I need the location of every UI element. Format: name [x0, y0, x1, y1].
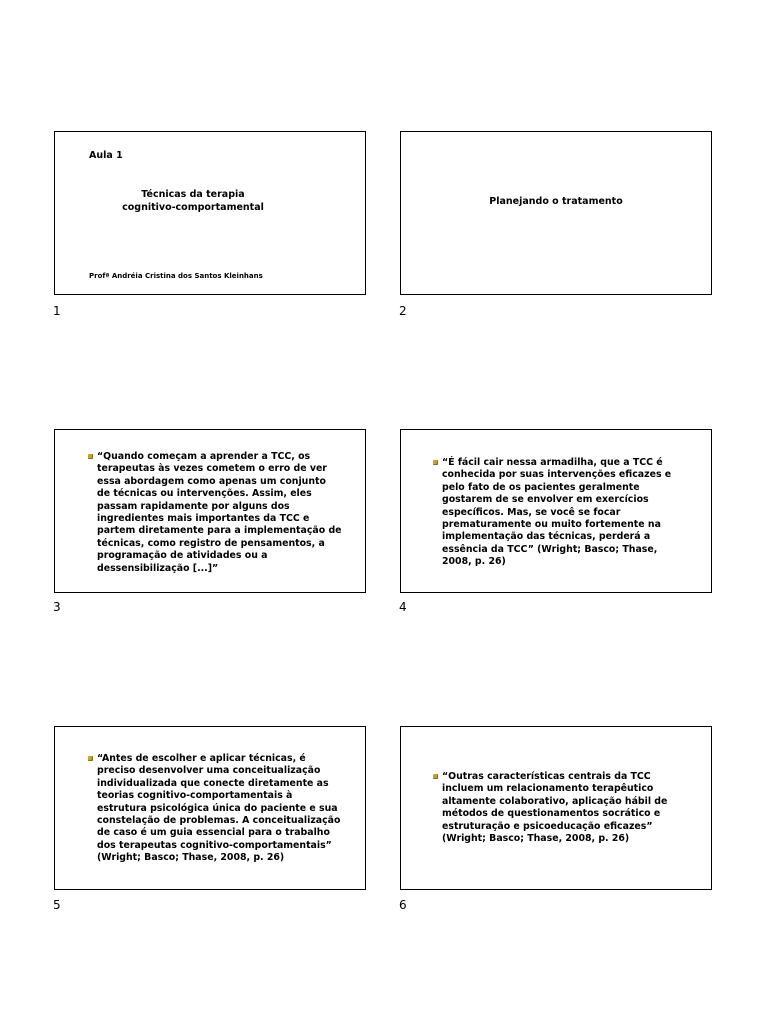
slide-1-label: Aula 1 [89, 150, 123, 161]
slide-3-line: partem diretamente para a implementação de [97, 525, 342, 537]
slide-4-number: 4 [399, 600, 407, 614]
slide-4-line: gostarem de se envolver em exercícios [442, 494, 649, 506]
slide-5-line: de caso é um guia essencial para o trabalho [97, 827, 330, 839]
slide-2 [400, 131, 712, 295]
slide-5-number: 5 [53, 898, 61, 912]
slide-6-number: 6 [399, 898, 407, 912]
slide-3-line: essa abordagem como apenas um conjunto [97, 475, 326, 487]
slide-1 [54, 131, 366, 295]
slide-3-line: técnicas, como registro de pensamentos, a [97, 537, 325, 549]
slide-4-line: “É fácil cair nessa armadilha, que a TCC é [442, 457, 663, 468]
slide-3-line: terapeutas às vezes cometem o erro de ver [97, 463, 327, 475]
slide-6-line: “Outras características centrais da TCC [442, 771, 651, 782]
slide-3-line: de técnicas ou intervenções. Assim, eles [97, 488, 312, 500]
slide-5-line: (Wright; Basco; Thase, 2008, p. 26) [97, 852, 285, 864]
slide-3-line: dessensibilização [...]” [97, 562, 219, 574]
slide-5-line: estrutura psicológica única do paciente e sua [97, 802, 338, 814]
slide-3-line: passam rapidamente por alguns dos [97, 500, 290, 512]
slide-5-line: preciso desenvolver uma conceitualização [97, 765, 321, 777]
slide-2-title: Planejando o tratamento [489, 196, 623, 207]
slide-1-author: Profª Andréia Cristina dos Santos Kleinhans [89, 272, 263, 280]
slide-5 [54, 726, 366, 890]
slide-4-line: conhecida por suas intervenções eficazes e [442, 469, 672, 481]
slide-5-line: “Antes de escolher e aplicar técnicas, é [97, 753, 306, 764]
slide-5-line: constelação de problemas. A conceitualização [97, 815, 341, 827]
bullet-icon [88, 756, 93, 761]
slide-3-quote [97, 451, 359, 575]
slide-4-line: específicos. Mas, se você se focar [442, 506, 621, 518]
slide-6-line: incluem um relacionamento terapêutico [442, 783, 654, 795]
slide-6-line: (Wright; Basco; Thase, 2008, p. 26) [442, 833, 630, 845]
slide-2-number: 2 [399, 304, 407, 318]
slide-1-number: 1 [53, 304, 61, 318]
slide-6-line: métodos de questionamentos socrático e [442, 808, 661, 820]
slide-3-number: 3 [53, 600, 61, 614]
bullet-icon [88, 454, 93, 459]
slide-3-line: “Quando começam a aprender a TCC, os [97, 451, 311, 462]
slide-1-title-line-1: Técnicas da terapia [141, 189, 245, 200]
bullet-icon [433, 460, 438, 465]
slide-3-line: programação de atividades ou a [97, 550, 268, 562]
slide-1-title-line-2: cognitivo-comportamental [122, 202, 264, 213]
slide-5-quote [97, 753, 361, 865]
slide-6-quote [442, 771, 706, 845]
slide-3-line: ingredientes mais importantes da TCC e [97, 513, 310, 525]
slide-4 [400, 429, 712, 593]
slide-4-line: prematuramente ou muito fortemente na [442, 519, 661, 531]
slide-6-line: altamente colaborativo, aplicação hábil de [442, 795, 668, 807]
slide-4-quote [442, 457, 706, 569]
slide-1-title [55, 188, 331, 214]
slide-4-line: implementação das técnicas, perderá a [442, 531, 651, 543]
slide-5-line: teorias cognitivo-comportamentais à [97, 790, 293, 802]
slide-4-line: pelo fato de os pacientes geralmente [442, 481, 640, 493]
slide-5-line: dos terapeutas cognitivo-comportamentais” [97, 839, 332, 851]
slide-5-line: individualizada que conecte diretamente as [97, 777, 329, 789]
slide-6 [400, 726, 712, 890]
slide-4-line: 2008, p. 26) [442, 556, 506, 568]
slide-6-line: estruturação e psicoeducação eficazes” [442, 820, 653, 832]
bullet-icon [433, 774, 438, 779]
slide-3 [54, 429, 366, 593]
slide-4-line: essência da TCC” (Wright; Basco; Thase, [442, 543, 658, 555]
